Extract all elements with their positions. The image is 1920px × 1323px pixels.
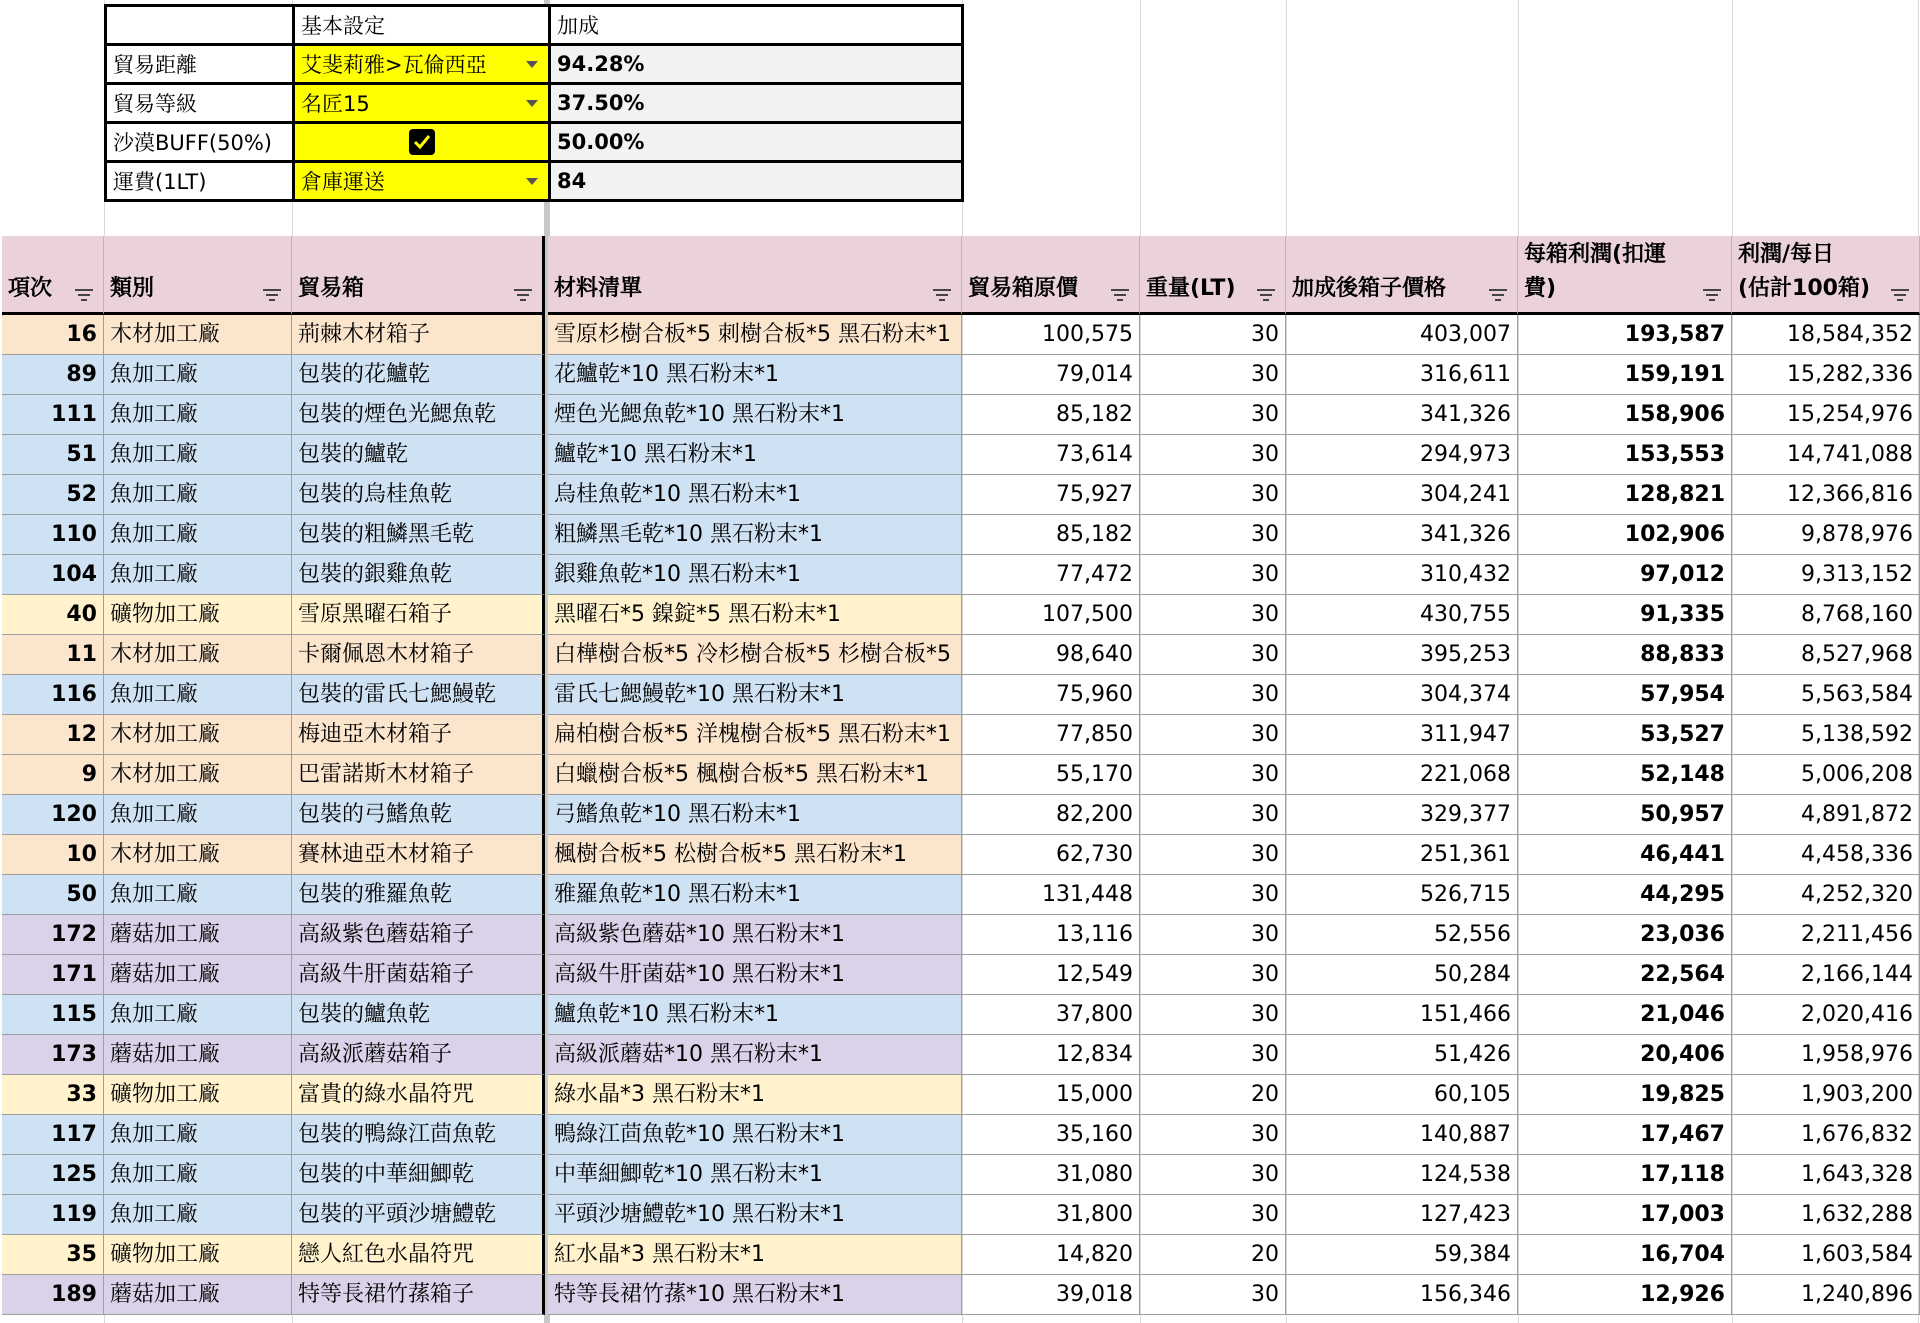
cell-daily-profit[interactable]: 1,240,896 (1732, 1275, 1920, 1315)
column-header[interactable] (548, 236, 962, 315)
cell-category[interactable]: 蘑菇加工廠 (104, 955, 292, 995)
cell-category[interactable]: 魚加工廠 (104, 395, 292, 435)
cell-base-price[interactable]: 39,018 (962, 1275, 1140, 1315)
cell-boosted-price[interactable]: 403,007 (1286, 315, 1518, 355)
filter-icon[interactable] (1487, 288, 1509, 302)
settings-dropdown[interactable] (292, 82, 551, 124)
desert-buff-checkbox-cell[interactable] (292, 121, 551, 163)
cell-trade-box[interactable]: 戀人紅色水晶符咒 (292, 1235, 545, 1275)
cell-weight[interactable]: 30 (1140, 715, 1286, 755)
cell-weight[interactable]: 30 (1140, 955, 1286, 995)
cell-profit-per-box[interactable]: 158,906 (1518, 395, 1732, 435)
cell-category[interactable]: 魚加工廠 (104, 795, 292, 835)
cell-weight[interactable]: 30 (1140, 595, 1286, 635)
cell-base-price[interactable]: 77,472 (962, 555, 1140, 595)
cell-profit-per-box[interactable]: 16,704 (1518, 1235, 1732, 1275)
cell-daily-profit[interactable]: 9,878,976 (1732, 515, 1920, 555)
cell-item-id[interactable]: 51 (2, 435, 104, 475)
cell-item-id[interactable]: 172 (2, 915, 104, 955)
cell-material-list[interactable]: 銀雞魚乾*10 黑石粉末*1 (548, 555, 962, 595)
settings-label-text: 沙漠BUFF(50%) (113, 131, 272, 155)
cell-daily-profit[interactable]: 1,643,328 (1732, 1155, 1920, 1195)
cell-category[interactable]: 魚加工廠 (104, 875, 292, 915)
column-header[interactable] (1732, 236, 1920, 315)
cell-category[interactable]: 蘑菇加工廠 (104, 1275, 292, 1315)
cell-boosted-price[interactable]: 329,377 (1286, 795, 1518, 835)
cell-trade-box[interactable]: 包裝的銀雞魚乾 (292, 555, 545, 595)
settings-bonus (548, 43, 964, 85)
cell-daily-profit[interactable]: 15,254,976 (1732, 395, 1920, 435)
cell-category[interactable]: 木材加工廠 (104, 755, 292, 795)
cell-daily-profit[interactable]: 14,741,088 (1732, 435, 1920, 475)
cell-daily-profit[interactable]: 18,584,352 (1732, 315, 1920, 355)
cell-item-id[interactable]: 50 (2, 875, 104, 915)
column-header[interactable] (2, 236, 104, 315)
cell-item-id[interactable]: 110 (2, 515, 104, 555)
cell-boosted-price[interactable]: 51,426 (1286, 1035, 1518, 1075)
cell-category[interactable]: 魚加工廠 (104, 475, 292, 515)
cell-weight[interactable]: 20 (1140, 1075, 1286, 1115)
cell-material-list[interactable]: 白蠟樹合板*5 楓樹合板*5 黑石粉末*1 (548, 755, 962, 795)
cell-boosted-price[interactable]: 341,326 (1286, 395, 1518, 435)
cell-profit-per-box[interactable]: 19,825 (1518, 1075, 1732, 1115)
cell-daily-profit[interactable]: 12,366,816 (1732, 475, 1920, 515)
cell-profit-per-box[interactable]: 50,957 (1518, 795, 1732, 835)
cell-profit-per-box[interactable]: 57,954 (1518, 675, 1732, 715)
filter-icon[interactable] (261, 288, 283, 302)
cell-item-id[interactable]: 119 (2, 1195, 104, 1235)
bonus-value: 37.50% (557, 91, 645, 115)
cell-material-list[interactable]: 紅水晶*3 黑石粉末*1 (548, 1235, 962, 1275)
cell-profit-per-box[interactable]: 20,406 (1518, 1035, 1732, 1075)
cell-weight[interactable]: 30 (1140, 915, 1286, 955)
cell-profit-per-box[interactable]: 17,467 (1518, 1115, 1732, 1155)
cell-boosted-price[interactable]: 526,715 (1286, 875, 1518, 915)
cell-daily-profit[interactable]: 1,632,288 (1732, 1195, 1920, 1235)
cell-material-list[interactable]: 烏桂魚乾*10 黑石粉末*1 (548, 475, 962, 515)
cell-weight[interactable]: 30 (1140, 835, 1286, 875)
column-header-label: 重量(LT) (1146, 276, 1236, 301)
cell-base-price[interactable]: 107,500 (962, 595, 1140, 635)
column-header[interactable] (962, 236, 1140, 315)
settings-bonus (548, 82, 964, 124)
cell-category[interactable]: 木材加工廠 (104, 635, 292, 675)
cell-daily-profit[interactable]: 15,282,336 (1732, 355, 1920, 395)
cell-category[interactable]: 魚加工廠 (104, 1195, 292, 1235)
cell-weight[interactable]: 30 (1140, 675, 1286, 715)
cell-weight[interactable]: 30 (1140, 1115, 1286, 1155)
cell-base-price[interactable]: 62,730 (962, 835, 1140, 875)
settings-label-text: 貿易距離 (113, 53, 197, 77)
cell-item-id[interactable]: 111 (2, 395, 104, 435)
cell-weight[interactable]: 30 (1140, 1155, 1286, 1195)
dropdown-value: 倉庫運送 (301, 170, 385, 194)
cell-trade-box[interactable]: 包裝的中華細鯽乾 (292, 1155, 545, 1195)
cell-weight[interactable]: 30 (1140, 1035, 1286, 1075)
cell-base-price[interactable]: 82,200 (962, 795, 1140, 835)
cell-trade-box[interactable]: 包裝的烏桂魚乾 (292, 475, 545, 515)
cell-trade-box[interactable]: 包裝的雷氏七鰓鰻乾 (292, 675, 545, 715)
cell-material-list[interactable]: 鴨綠江茴魚乾*10 黑石粉末*1 (548, 1115, 962, 1155)
cell-trade-box[interactable]: 包裝的弓鰭魚乾 (292, 795, 545, 835)
cell-boosted-price[interactable]: 316,611 (1286, 355, 1518, 395)
cell-base-price[interactable]: 14,820 (962, 1235, 1140, 1275)
column-header-label: 材料清單 (554, 276, 643, 301)
cell-base-price[interactable]: 85,182 (962, 515, 1140, 555)
cell-weight[interactable]: 30 (1140, 315, 1286, 355)
filter-icon[interactable] (931, 288, 953, 302)
filter-icon[interactable] (512, 288, 534, 302)
column-header-label: 加成後箱子價格 (1292, 276, 1447, 301)
column-header-label: 利潤/每日 (估計100箱) (1738, 242, 1871, 301)
filter-icon[interactable] (1889, 288, 1911, 302)
cell-material-list[interactable]: 鱸魚乾*10 黑石粉末*1 (548, 995, 962, 1035)
cell-daily-profit[interactable]: 1,958,976 (1732, 1035, 1920, 1075)
cell-trade-box[interactable]: 包裝的鴨綠江茴魚乾 (292, 1115, 545, 1155)
cell-boosted-price[interactable]: 124,538 (1286, 1155, 1518, 1195)
cell-item-id[interactable]: 33 (2, 1075, 104, 1115)
cell-weight[interactable]: 30 (1140, 795, 1286, 835)
cell-daily-profit[interactable]: 1,603,584 (1732, 1235, 1920, 1275)
cell-material-list[interactable]: 楓樹合板*5 松樹合板*5 黑石粉末*1 (548, 835, 962, 875)
cell-profit-per-box[interactable]: 102,906 (1518, 515, 1732, 555)
cell-base-price[interactable]: 75,927 (962, 475, 1140, 515)
cell-trade-box[interactable]: 荊棘木材箱子 (292, 315, 545, 355)
column-header-label: 項次 (8, 276, 53, 301)
settings-label-text: 運費(1LT) (113, 170, 207, 194)
cell-item-id[interactable]: 125 (2, 1155, 104, 1195)
cell-weight[interactable]: 30 (1140, 995, 1286, 1035)
cell-daily-profit[interactable]: 4,252,320 (1732, 875, 1920, 915)
settings-dropdown[interactable] (292, 43, 551, 85)
cell-base-price[interactable]: 98,640 (962, 635, 1140, 675)
cell-item-id[interactable]: 120 (2, 795, 104, 835)
cell-base-price[interactable]: 73,614 (962, 435, 1140, 475)
cell-trade-box[interactable]: 特等長裙竹蓀箱子 (292, 1275, 545, 1315)
cell-boosted-price[interactable]: 60,105 (1286, 1075, 1518, 1115)
cell-daily-profit[interactable]: 2,166,144 (1732, 955, 1920, 995)
settings-header-1 (292, 4, 551, 46)
cell-base-price[interactable]: 31,080 (962, 1155, 1140, 1195)
filter-icon[interactable] (73, 288, 95, 302)
cell-base-price[interactable]: 79,014 (962, 355, 1140, 395)
cell-base-price[interactable]: 12,549 (962, 955, 1140, 995)
cell-base-price[interactable]: 13,116 (962, 915, 1140, 955)
cell-profit-per-box[interactable]: 22,564 (1518, 955, 1732, 995)
cell-category[interactable]: 木材加工廠 (104, 315, 292, 355)
cell-material-list[interactable]: 雪原杉樹合板*5 刺樹合板*5 黑石粉末*1 (548, 315, 962, 355)
cell-base-price[interactable]: 55,170 (962, 755, 1140, 795)
cell-trade-box[interactable]: 包裝的鱸魚乾 (292, 995, 545, 1035)
cell-trade-box[interactable]: 卡爾佩恩木材箱子 (292, 635, 545, 675)
cell-daily-profit[interactable]: 4,458,336 (1732, 835, 1920, 875)
cell-profit-per-box[interactable]: 193,587 (1518, 315, 1732, 355)
cell-material-list[interactable]: 綠水晶*3 黑石粉末*1 (548, 1075, 962, 1115)
cell-trade-box[interactable]: 包裝的粗鱗黑毛乾 (292, 515, 545, 555)
cell-trade-box[interactable]: 包裝的煙色光鰓魚乾 (292, 395, 545, 435)
cell-base-price[interactable]: 100,575 (962, 315, 1140, 355)
cell-item-id[interactable]: 10 (2, 835, 104, 875)
cell-material-list[interactable]: 特等長裙竹蓀*10 黑石粉末*1 (548, 1275, 962, 1315)
cell-material-list[interactable]: 中華細鯽乾*10 黑石粉末*1 (548, 1155, 962, 1195)
cell-trade-box[interactable]: 富貴的綠水晶符咒 (292, 1075, 545, 1115)
cell-item-id[interactable]: 35 (2, 1235, 104, 1275)
cell-weight[interactable]: 30 (1140, 635, 1286, 675)
cell-weight[interactable]: 30 (1140, 555, 1286, 595)
cell-daily-profit[interactable]: 2,211,456 (1732, 915, 1920, 955)
cell-trade-box[interactable]: 高級紫色蘑菇箱子 (292, 915, 545, 955)
cell-profit-per-box[interactable]: 12,926 (1518, 1275, 1732, 1315)
cell-category[interactable]: 礦物加工廠 (104, 595, 292, 635)
cell-weight[interactable]: 30 (1140, 1275, 1286, 1315)
cell-boosted-price[interactable]: 156,346 (1286, 1275, 1518, 1315)
cell-weight[interactable]: 20 (1140, 1235, 1286, 1275)
cell-weight[interactable]: 30 (1140, 755, 1286, 795)
cell-category[interactable]: 魚加工廠 (104, 675, 292, 715)
column-header[interactable] (1140, 236, 1286, 315)
settings-label-text: 貿易等級 (113, 92, 197, 116)
settings-dropdown[interactable] (292, 160, 551, 202)
column-header[interactable] (104, 236, 292, 315)
cell-trade-box[interactable]: 梅迪亞木材箱子 (292, 715, 545, 755)
column-header[interactable] (1286, 236, 1518, 315)
cell-material-list[interactable]: 扁柏樹合板*5 洋槐樹合板*5 黑石粉末*1 (548, 715, 962, 755)
cell-profit-per-box[interactable]: 44,295 (1518, 875, 1732, 915)
cell-trade-box[interactable]: 包裝的雅羅魚乾 (292, 875, 545, 915)
cell-profit-per-box[interactable]: 53,527 (1518, 715, 1732, 755)
cell-daily-profit[interactable]: 9,313,152 (1732, 555, 1920, 595)
cell-boosted-price[interactable]: 304,241 (1286, 475, 1518, 515)
dropdown-arrow-icon[interactable] (526, 61, 538, 68)
cell-boosted-price[interactable]: 294,973 (1286, 435, 1518, 475)
cell-boosted-price[interactable]: 151,466 (1286, 995, 1518, 1035)
cell-profit-per-box[interactable]: 88,833 (1518, 635, 1732, 675)
bonus-value: 84 (557, 169, 587, 193)
cell-material-list[interactable]: 粗鱗黑毛乾*10 黑石粉末*1 (548, 515, 962, 555)
cell-boosted-price[interactable]: 50,284 (1286, 955, 1518, 995)
cell-item-id[interactable]: 12 (2, 715, 104, 755)
cell-profit-per-box[interactable]: 46,441 (1518, 835, 1732, 875)
cell-material-list[interactable]: 花鱸乾*10 黑石粉末*1 (548, 355, 962, 395)
cell-boosted-price[interactable]: 304,374 (1286, 675, 1518, 715)
cell-item-id[interactable]: 9 (2, 755, 104, 795)
settings-label (104, 43, 295, 85)
dropdown-value: 艾斐莉雅>瓦倫西亞 (301, 53, 487, 77)
filter-icon[interactable] (1255, 288, 1277, 302)
cell-material-list[interactable]: 煙色光鰓魚乾*10 黑石粉末*1 (548, 395, 962, 435)
cell-boosted-price[interactable]: 52,556 (1286, 915, 1518, 955)
cell-material-list[interactable]: 高級派蘑菇*10 黑石粉末*1 (548, 1035, 962, 1075)
cell-trade-box[interactable]: 包裝的鱸乾 (292, 435, 545, 475)
settings-header-0 (104, 4, 295, 46)
cell-daily-profit[interactable]: 1,676,832 (1732, 1115, 1920, 1155)
cell-category[interactable]: 魚加工廠 (104, 555, 292, 595)
cell-boosted-price[interactable]: 311,947 (1286, 715, 1518, 755)
cell-category[interactable]: 木材加工廠 (104, 835, 292, 875)
cell-boosted-price[interactable]: 341,326 (1286, 515, 1518, 555)
cell-profit-per-box[interactable]: 159,191 (1518, 355, 1732, 395)
cell-daily-profit[interactable]: 4,891,872 (1732, 795, 1920, 835)
cell-category[interactable]: 魚加工廠 (104, 1115, 292, 1155)
cell-profit-per-box[interactable]: 17,118 (1518, 1155, 1732, 1195)
settings-bonus (548, 160, 964, 202)
cell-category[interactable]: 魚加工廠 (104, 1155, 292, 1195)
cell-profit-per-box[interactable]: 153,553 (1518, 435, 1732, 475)
cell-weight[interactable]: 30 (1140, 1195, 1286, 1235)
cell-trade-box[interactable]: 巴雷諾斯木材箱子 (292, 755, 545, 795)
cell-material-list[interactable]: 平頭沙塘鱧乾*10 黑石粉末*1 (548, 1195, 962, 1235)
cell-weight[interactable]: 30 (1140, 435, 1286, 475)
dropdown-value: 名匠15 (301, 92, 370, 116)
cell-item-id[interactable]: 117 (2, 1115, 104, 1155)
cell-boosted-price[interactable]: 395,253 (1286, 635, 1518, 675)
filter-icon[interactable] (1701, 288, 1723, 302)
cell-profit-per-box[interactable]: 52,148 (1518, 755, 1732, 795)
settings-label (104, 82, 295, 124)
cell-base-price[interactable]: 85,182 (962, 395, 1140, 435)
cell-trade-box[interactable]: 雪原黑曜石箱子 (292, 595, 545, 635)
cell-daily-profit[interactable]: 8,527,968 (1732, 635, 1920, 675)
cell-item-id[interactable]: 115 (2, 995, 104, 1035)
cell-profit-per-box[interactable]: 23,036 (1518, 915, 1732, 955)
cell-daily-profit[interactable]: 1,903,200 (1732, 1075, 1920, 1115)
column-header-label: 每箱利潤(扣運 費) (1524, 242, 1667, 301)
cell-trade-box[interactable]: 高級牛肝菌菇箱子 (292, 955, 545, 995)
cell-material-list[interactable]: 高級紫色蘑菇*10 黑石粉末*1 (548, 915, 962, 955)
cell-material-list[interactable]: 弓鰭魚乾*10 黑石粉末*1 (548, 795, 962, 835)
column-header[interactable] (292, 236, 545, 315)
settings-bonus (548, 121, 964, 163)
cell-profit-per-box[interactable]: 97,012 (1518, 555, 1732, 595)
cell-weight[interactable]: 30 (1140, 355, 1286, 395)
cell-daily-profit[interactable]: 8,768,160 (1732, 595, 1920, 635)
cell-weight[interactable]: 30 (1140, 395, 1286, 435)
cell-boosted-price[interactable]: 59,384 (1286, 1235, 1518, 1275)
cell-base-price[interactable]: 77,850 (962, 715, 1140, 755)
cell-profit-per-box[interactable]: 128,821 (1518, 475, 1732, 515)
cell-material-list[interactable]: 雅羅魚乾*10 黑石粉末*1 (548, 875, 962, 915)
settings-header-2 (548, 4, 964, 46)
filter-icon[interactable] (1109, 288, 1131, 302)
dropdown-arrow-icon[interactable] (526, 100, 538, 107)
cell-category[interactable]: 魚加工廠 (104, 995, 292, 1035)
column-header-label: 類別 (110, 276, 155, 301)
column-header-label: 貿易箱原價 (968, 276, 1079, 301)
settings-label (104, 121, 295, 163)
cell-category[interactable]: 蘑菇加工廠 (104, 915, 292, 955)
cell-weight[interactable]: 30 (1140, 515, 1286, 555)
cell-boosted-price[interactable]: 310,432 (1286, 555, 1518, 595)
checkbox-checked-icon[interactable] (409, 129, 435, 155)
cell-daily-profit[interactable]: 2,020,416 (1732, 995, 1920, 1035)
cell-base-price[interactable]: 131,448 (962, 875, 1140, 915)
cell-weight[interactable]: 30 (1140, 475, 1286, 515)
cell-boosted-price[interactable]: 127,423 (1286, 1195, 1518, 1235)
cell-category[interactable]: 魚加工廠 (104, 355, 292, 395)
cell-base-price[interactable]: 15,000 (962, 1075, 1140, 1115)
cell-base-price[interactable]: 37,800 (962, 995, 1140, 1035)
cell-daily-profit[interactable]: 5,563,584 (1732, 675, 1920, 715)
cell-item-id[interactable]: 116 (2, 675, 104, 715)
cell-material-list[interactable]: 白樺樹合板*5 冷杉樹合板*5 杉樹合板*5 (548, 635, 962, 675)
cell-trade-box[interactable]: 高級派蘑菇箱子 (292, 1035, 545, 1075)
cell-base-price[interactable]: 75,960 (962, 675, 1140, 715)
cell-daily-profit[interactable]: 5,138,592 (1732, 715, 1920, 755)
cell-boosted-price[interactable]: 251,361 (1286, 835, 1518, 875)
cell-profit-per-box[interactable]: 91,335 (1518, 595, 1732, 635)
cell-item-id[interactable]: 16 (2, 315, 104, 355)
dropdown-arrow-icon[interactable] (526, 178, 538, 185)
cell-category[interactable]: 礦物加工廠 (104, 1075, 292, 1115)
cell-material-list[interactable]: 鱸乾*10 黑石粉末*1 (548, 435, 962, 475)
cell-boosted-price[interactable]: 221,068 (1286, 755, 1518, 795)
column-header-label: 貿易箱 (298, 276, 365, 301)
cell-item-id[interactable]: 52 (2, 475, 104, 515)
cell-item-id[interactable]: 171 (2, 955, 104, 995)
cell-boosted-price[interactable]: 430,755 (1286, 595, 1518, 635)
cell-daily-profit[interactable]: 5,006,208 (1732, 755, 1920, 795)
settings-label (104, 160, 295, 202)
cell-boosted-price[interactable]: 140,887 (1286, 1115, 1518, 1155)
cell-category[interactable]: 魚加工廠 (104, 435, 292, 475)
cell-category[interactable]: 礦物加工廠 (104, 1235, 292, 1275)
cell-category[interactable]: 蘑菇加工廠 (104, 1035, 292, 1075)
column-header[interactable] (1518, 236, 1732, 315)
cell-item-id[interactable]: 173 (2, 1035, 104, 1075)
cell-item-id[interactable]: 40 (2, 595, 104, 635)
cell-category[interactable]: 木材加工廠 (104, 715, 292, 755)
cell-item-id[interactable]: 11 (2, 635, 104, 675)
cell-weight[interactable]: 30 (1140, 875, 1286, 915)
settings-header-label: 加成 (557, 14, 599, 38)
cell-item-id[interactable]: 189 (2, 1275, 104, 1315)
bonus-value: 50.00% (557, 130, 645, 154)
cell-item-id[interactable]: 104 (2, 555, 104, 595)
cell-item-id[interactable]: 89 (2, 355, 104, 395)
cell-trade-box[interactable]: 賽林迪亞木材箱子 (292, 835, 545, 875)
cell-category[interactable]: 魚加工廠 (104, 515, 292, 555)
cell-material-list[interactable]: 雷氏七鰓鰻乾*10 黑石粉末*1 (548, 675, 962, 715)
cell-material-list[interactable]: 黑曜石*5 鎳錠*5 黑石粉末*1 (548, 595, 962, 635)
cell-trade-box[interactable]: 包裝的花鱸乾 (292, 355, 545, 395)
cell-trade-box[interactable]: 包裝的平頭沙塘鱧乾 (292, 1195, 545, 1235)
cell-base-price[interactable]: 35,160 (962, 1115, 1140, 1155)
cell-material-list[interactable]: 高級牛肝菌菇*10 黑石粉末*1 (548, 955, 962, 995)
cell-profit-per-box[interactable]: 17,003 (1518, 1195, 1732, 1235)
bonus-value: 94.28% (557, 52, 645, 76)
settings-header-label: 基本設定 (301, 14, 385, 38)
cell-base-price[interactable]: 12,834 (962, 1035, 1140, 1075)
cell-base-price[interactable]: 31,800 (962, 1195, 1140, 1235)
cell-profit-per-box[interactable]: 21,046 (1518, 995, 1732, 1035)
